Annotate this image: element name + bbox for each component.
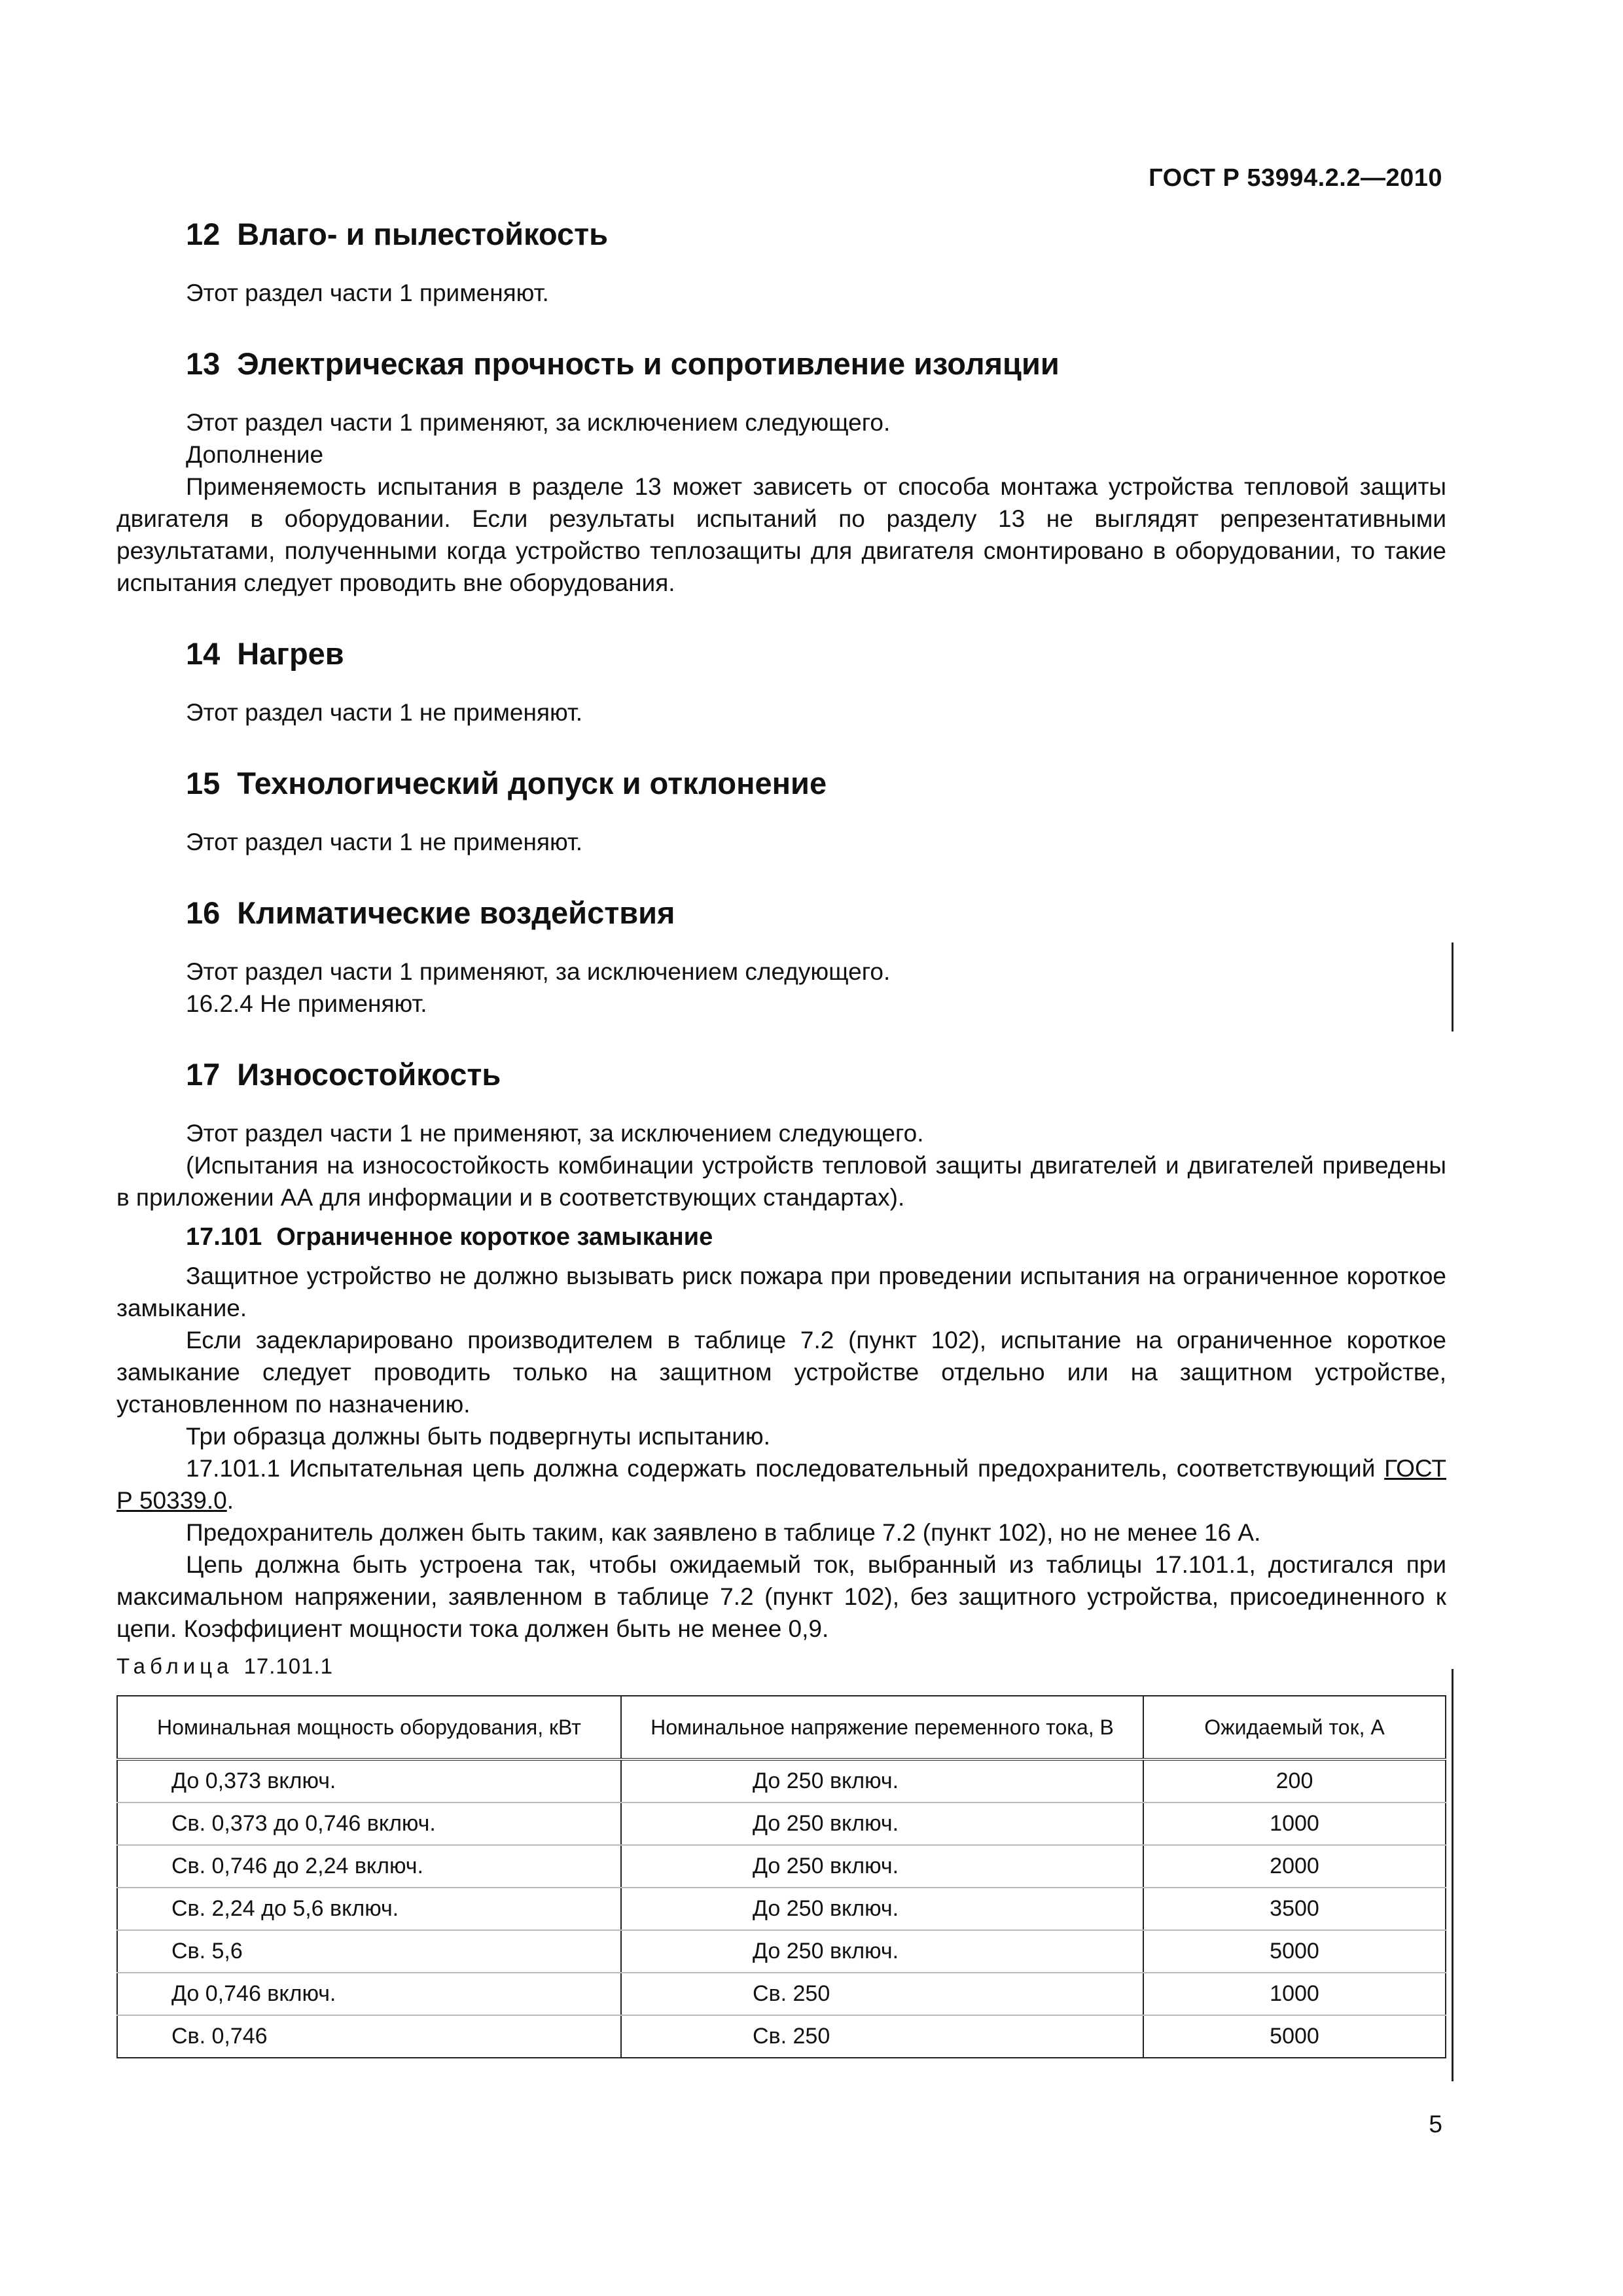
table-cell: Св. 0,746 до 2,24 включ. <box>117 1845 621 1888</box>
section-13-text-1: Этот раздел части 1 применяют, за исключением следующего. <box>186 409 891 436</box>
table-cell: Св. 5,6 <box>117 1930 621 1973</box>
section-12-heading: 12 Влаго- и пылестойкость <box>186 217 609 251</box>
section-17-text-5: Три образца должны быть подвергнуты испытанию. <box>186 1423 770 1450</box>
gost-reference-link[interactable]: ГОСТ Р 50339.0 <box>116 1455 1446 1514</box>
section-13-heading: 13 Электрическая прочность и сопротивление изоляции <box>186 346 1060 381</box>
section-17-text-3: Защитное устройство не должно вызывать риск пожара при проведении испытания на ограниченное короткое замыкание. <box>116 1263 1446 1321</box>
section-17-text-4: Если задекларировано производителем в таблице 7.2 (пункт 102), испытание на ограниченное короткое замыкание следует проводить только на защитном устройстве отдельно или на защитном устройстве, установленном по назначению. <box>116 1327 1446 1418</box>
table-caption: Таблица 17.101.1 <box>116 1654 334 1678</box>
table-cell: До 250 включ. <box>621 1845 1143 1888</box>
table-row <box>117 1973 1446 2015</box>
table-cell: До 0,746 включ. <box>117 1973 621 2015</box>
standard-id: ГОСТ Р 53994.2.2—2010 <box>1149 164 1442 192</box>
table-cell: 5000 <box>1143 2015 1446 2058</box>
table-row <box>117 1888 1446 1930</box>
table-cell: До 0,373 включ. <box>117 1759 621 1803</box>
table-header-voltage: Номинальное напряжение переменного тока, В <box>621 1696 1143 1759</box>
table-cell: 1000 <box>1143 1803 1446 1845</box>
table-cell: 5000 <box>1143 1930 1446 1973</box>
section-17-heading: 17 Износостойкость <box>186 1057 501 1092</box>
table-row <box>117 1930 1446 1973</box>
page-number: 5 <box>1429 2111 1442 2138</box>
section-17-text-2: (Испытания на износостойкость комбинации устройств тепловой защиты двигателей и двигателей приведены в приложении АА для информации и в соответствующих стандартах). <box>116 1152 1446 1211</box>
subsection-17-101-heading: 17.101 Ограниченное короткое замыкание <box>186 1223 713 1251</box>
section-15-text: Этот раздел части 1 не применяют. <box>186 829 583 855</box>
change-bar <box>1452 1669 1454 2081</box>
table-cell: До 250 включ. <box>621 1888 1143 1930</box>
table-row <box>117 1845 1446 1888</box>
section-17-text-6: 17.101.1 Испытательная цепь должна содержать последовательный предохранитель, соответствующий ГОСТ Р 50339.0. <box>116 1455 1446 1514</box>
table-cell: Св. 0,746 <box>117 2015 621 2058</box>
section-13-text-2: Дополнение <box>186 441 324 468</box>
table-cell: Св. 0,373 до 0,746 включ. <box>117 1803 621 1845</box>
section-16-heading: 16 Климатические воздействия <box>186 895 675 930</box>
page-body <box>116 216 1446 2058</box>
table-cell: До 250 включ. <box>621 1759 1143 1803</box>
section-13-text-3: Применяемость испытания в разделе 13 может зависеть от способа монтажа устройства тепловой защиты двигателя в оборудовании. Если результаты испытаний по разделу 13 не выглядят репрезентативными результатами, полученными когда устройство теплозащиты для двигателя смонтировано в оборудовании, то такие испытания следует проводить вне оборудования. <box>116 473 1446 596</box>
table-cell: Св. 250 <box>621 1973 1143 2015</box>
table-cell: 200 <box>1143 1759 1446 1803</box>
table-row <box>117 1759 1446 1803</box>
section-15-heading: 15 Технологический допуск и отклонение <box>186 766 827 800</box>
table-header-current: Ожидаемый ток, А <box>1143 1696 1446 1759</box>
section-14-text: Этот раздел части 1 не применяют. <box>186 699 583 726</box>
section-16-text-1: Этот раздел части 1 применяют, за исключением следующего. <box>186 958 891 985</box>
table-cell: До 250 включ. <box>621 1803 1143 1845</box>
table-header-power: Номинальная мощность оборудования, кВт <box>117 1696 621 1759</box>
expected-current-table <box>116 1695 1446 2058</box>
change-bar <box>1452 942 1454 1031</box>
section-17-text-8: Цепь должна быть устроена так, чтобы ожидаемый ток, выбранный из таблицы 17.101.1, достигался при максимальном напряжении, заявленном в таблице 7.2 (пункт 102), без защитного устройства, присоединенного к цепи. Коэффициент мощности тока должен быть не менее 0,9. <box>116 1551 1446 1642</box>
table-cell: Св. 2,24 до 5,6 включ. <box>117 1888 621 1930</box>
table-row <box>117 2015 1446 2058</box>
section-14-heading: 14 Нагрев <box>186 636 344 671</box>
section-16-text-2: 16.2.4 Не применяют. <box>186 990 427 1017</box>
table-cell: 2000 <box>1143 1845 1446 1888</box>
section-12-text: Этот раздел части 1 применяют. <box>186 279 549 306</box>
table-cell: До 250 включ. <box>621 1930 1143 1973</box>
section-17-text-7: Предохранитель должен быть таким, как заявлено в таблице 7.2 (пункт 102), но не менее 16 А. <box>186 1519 1261 1546</box>
table-row <box>117 1803 1446 1845</box>
table-cell: Св. 250 <box>621 2015 1143 2058</box>
table-cell: 3500 <box>1143 1888 1446 1930</box>
table-cell: 1000 <box>1143 1973 1446 2015</box>
section-17-text-1: Этот раздел части 1 не применяют, за исключением следующего. <box>186 1120 924 1147</box>
